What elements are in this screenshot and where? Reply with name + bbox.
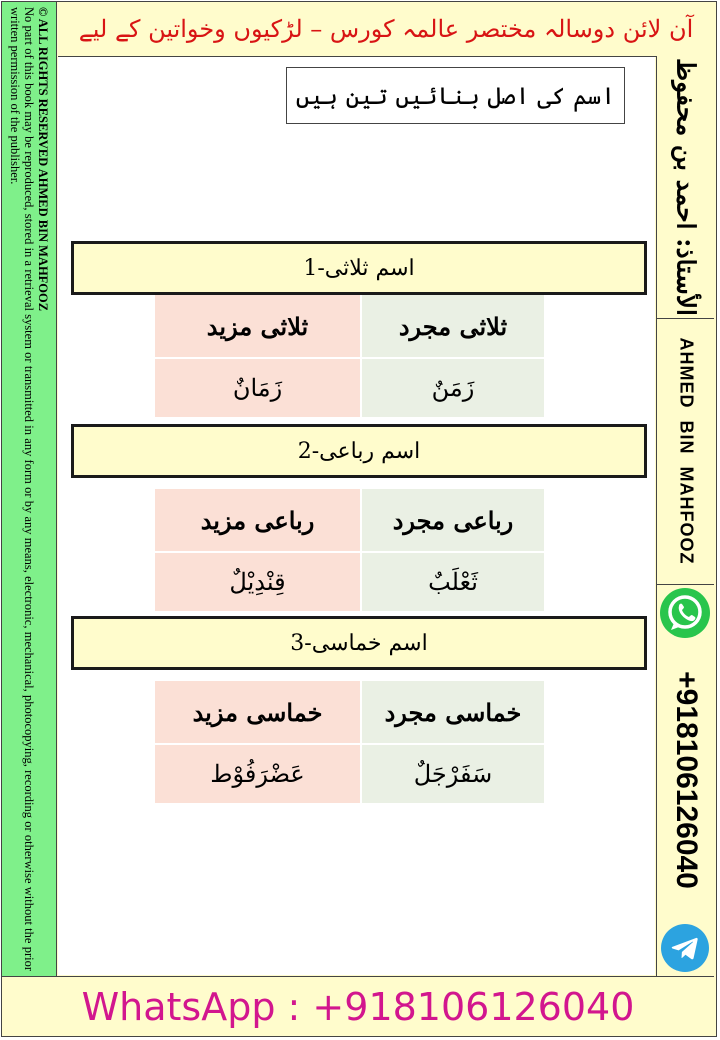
header-cell-mazeed: خماسی مزید [155, 681, 360, 743]
example-cell-mujarrad: زَمَنٌ [362, 359, 544, 417]
section-heading [71, 424, 647, 478]
phone-number[interactable]: +918106126040 [669, 671, 703, 889]
example-cell-mujarrad: سَفَرْجَلٌ [362, 745, 544, 803]
whatsapp-contact[interactable]: WhatsApp : +918106126040 [81, 984, 635, 1029]
example-cell-mujarrad: ثَعْلَبٌ [362, 553, 544, 611]
contact-strip [656, 56, 714, 976]
section-heading [71, 241, 647, 295]
lesson-content [58, 57, 655, 975]
lesson-title-box [286, 67, 625, 124]
section-table [155, 681, 544, 803]
author-block [657, 318, 714, 585]
example-cell-mazeed: زَمَانٌ [155, 359, 360, 417]
phone-block [657, 584, 714, 976]
whatsapp-footer [2, 976, 714, 1036]
copyright-strip [2, 2, 57, 976]
section-heading-text: اسم ثلاثی-1 [303, 255, 415, 281]
header-cell-mujarrad: ثلاثی مجرد [362, 295, 544, 357]
copyright-line: © ALL RIGHTS RESERVED AHMED BIN MAHFOOZ [36, 7, 50, 312]
lesson-title: اسم کی اصل بنائیں تین ہیں [295, 81, 616, 110]
section-table [155, 489, 544, 611]
section-heading-text: اسم خماسی-3 [290, 630, 428, 656]
example-cell-mazeed: قِنْدِيْلٌ [155, 553, 360, 611]
section-heading-text: اسم رباعی-2 [297, 438, 421, 464]
course-banner [58, 2, 714, 57]
example-cell-mazeed: عَضْرَفُوْط [155, 745, 360, 803]
whatsapp-icon[interactable] [660, 588, 710, 638]
header-cell-mujarrad: خماسی مجرد [362, 681, 544, 743]
section-heading [71, 616, 647, 670]
copyright-notice: No part of this book may be reproduced, stored in a retrieval system or transmitted in any form or by any means, electronic, mechanical, photocopying, recording or otherwise without the prior written permission of the publisher. [8, 7, 36, 971]
copyright-text [8, 7, 50, 971]
header-cell-mazeed: ثلاثی مزید [155, 295, 360, 357]
author-name: AHMED BIN MAHFOOZ [676, 337, 696, 565]
teacher-block [657, 56, 714, 319]
telegram-icon[interactable] [661, 924, 709, 972]
course-title: آن لائن دوسالہ مختصر عالمہ کورس – لڑکیوں وخواتین کے لیے [78, 15, 694, 43]
header-cell-mujarrad: رباعی مجرد [362, 489, 544, 551]
teacher-name-urdu: الأستاذ: احمد بن محفوظ [671, 58, 700, 316]
section-table [155, 295, 544, 417]
header-cell-mazeed: رباعی مزید [155, 489, 360, 551]
